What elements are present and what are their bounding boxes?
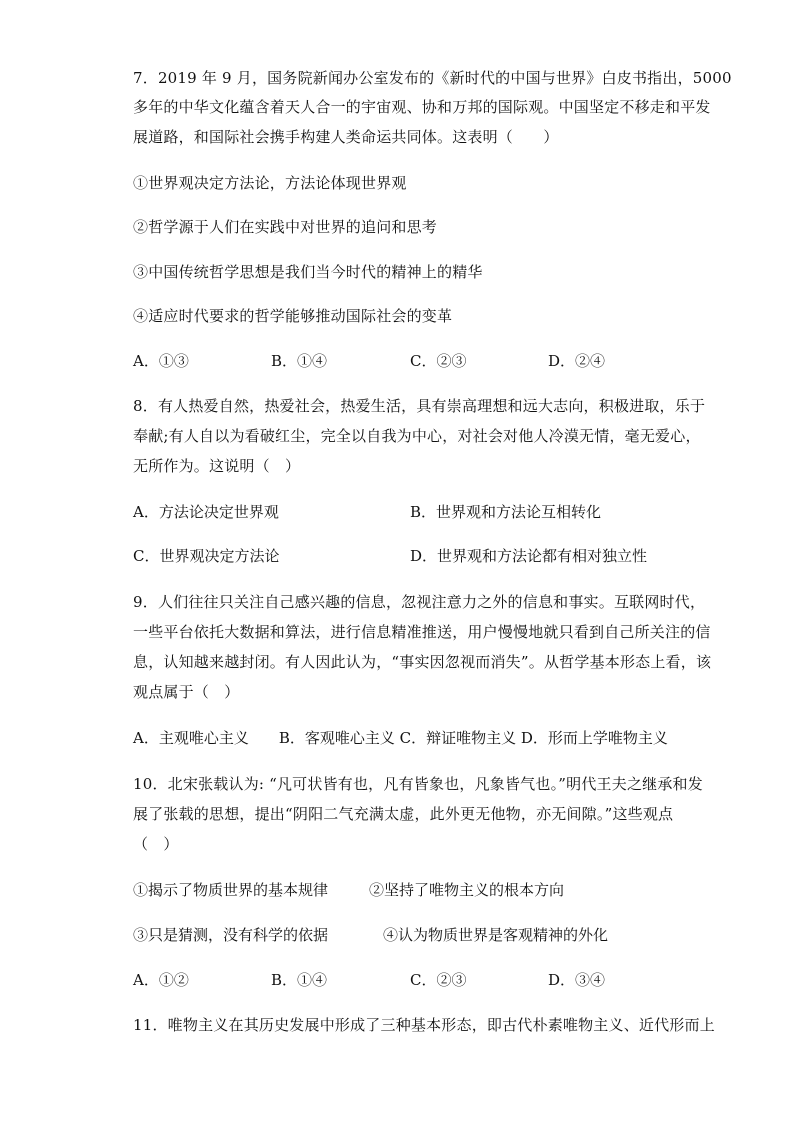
- q9-stem-line-1: 9．人们往往只关注自己感兴趣的信息，忽视注意力之外的信息和事实。互联网时代，: [133, 593, 706, 611]
- q7-stem-line-3: 展道路，和国际社会携手构建人类命运共同体。这表明（ ）: [133, 128, 559, 146]
- q10-statement-1: ①揭示了物质世界的基本规律: [133, 881, 329, 899]
- q9-stem-line-3: 息，认知越来越封闭。有人因此认为，“事实因忽视而消失”。从哲学基本形态上看，该: [133, 653, 712, 671]
- q8-option-d: D．世界观和方法论都有相对独立性: [410, 547, 648, 565]
- q10-option-d: D．③④: [548, 971, 606, 989]
- q10-statement-3: ③只是猜测，没有科学的依据: [133, 926, 329, 944]
- q10-stem-line-2: 展了张载的思想，提出“阴阳二气充满太虚，此外更无他物，亦无间隙。”这些观点: [133, 805, 674, 823]
- q8-option-b: B．世界观和方法论互相转化: [410, 503, 602, 521]
- q9-stem-line-4: 观点属于（ ）: [133, 683, 240, 701]
- q8-option-a: A．方法论决定世界观: [133, 503, 279, 521]
- q7-option-b: B．①④: [271, 352, 328, 370]
- q11-stem-line-1: 11．唯物主义在其历史发展中形成了三种基本形态，即古代朴素唯物主义、近代形而上: [133, 1016, 715, 1034]
- q7-statement-1: ①世界观决定方法论，方法论体现世界观: [133, 174, 407, 192]
- q10-option-c: C．②③: [410, 971, 467, 989]
- q7-option-d: D．②④: [548, 352, 606, 370]
- q8-option-c: C．世界观决定方法论: [133, 547, 280, 565]
- q10-option-b: B．①④: [271, 971, 328, 989]
- q10-option-a: A．①②: [133, 971, 189, 989]
- q9-stem-line-2: 一些平台依托大数据和算法，进行信息精准推送，用户慢慢地就只看到自己所关注的信: [133, 623, 711, 641]
- q7-statement-4: ④适应时代要求的哲学能够推动国际社会的变革: [133, 307, 453, 325]
- q9-options: A．主观唯心主义 B．客观唯心主义 C．辩证唯物主义 D．形而上学唯物主义: [133, 729, 668, 747]
- q10-statement-2: ②坚持了唯物主义的根本方向: [369, 881, 565, 899]
- q7-statement-2: ②哲学源于人们在实践中对世界的追问和思考: [133, 218, 438, 236]
- q10-stem-line-1: 10．北宋张载认为: “凡可状皆有也，凡有皆象也，凡象皆气也。”明代王夫之继承和发: [133, 775, 703, 793]
- q7-statement-3: ③中国传统哲学思想是我们当今时代的精神上的精华: [133, 263, 483, 281]
- q8-stem-line-3: 无所作为。这说明（ ）: [133, 457, 301, 475]
- q7-option-a: A．①③: [133, 352, 189, 370]
- q8-stem-line-2: 奉献;有人自以为看破红尘，完全以自我为中心，对社会对他人冷漠无情，毫无爱心，: [133, 427, 701, 445]
- q10-stem-line-3: （ ）: [133, 835, 179, 853]
- q10-statement-4: ④认为物质世界是客观精神的外化: [383, 926, 609, 944]
- q7-option-c: C．②③: [410, 352, 467, 370]
- q8-stem-line-1: 8．有人热爱自然，热爱社会，热爱生活，具有崇高理想和远大志向，积极进取，乐于: [133, 397, 706, 415]
- q7-stem-line-2: 多年的中华文化蕴含着天人合一的宇宙观、协和万邦的国际观。中国坚定不移走和平发: [133, 98, 711, 116]
- q7-stem-line-1: 7．2019 年 9 月，国务院新闻办公室发布的《新时代的中国与世界》白皮书指出，5000: [133, 69, 732, 87]
